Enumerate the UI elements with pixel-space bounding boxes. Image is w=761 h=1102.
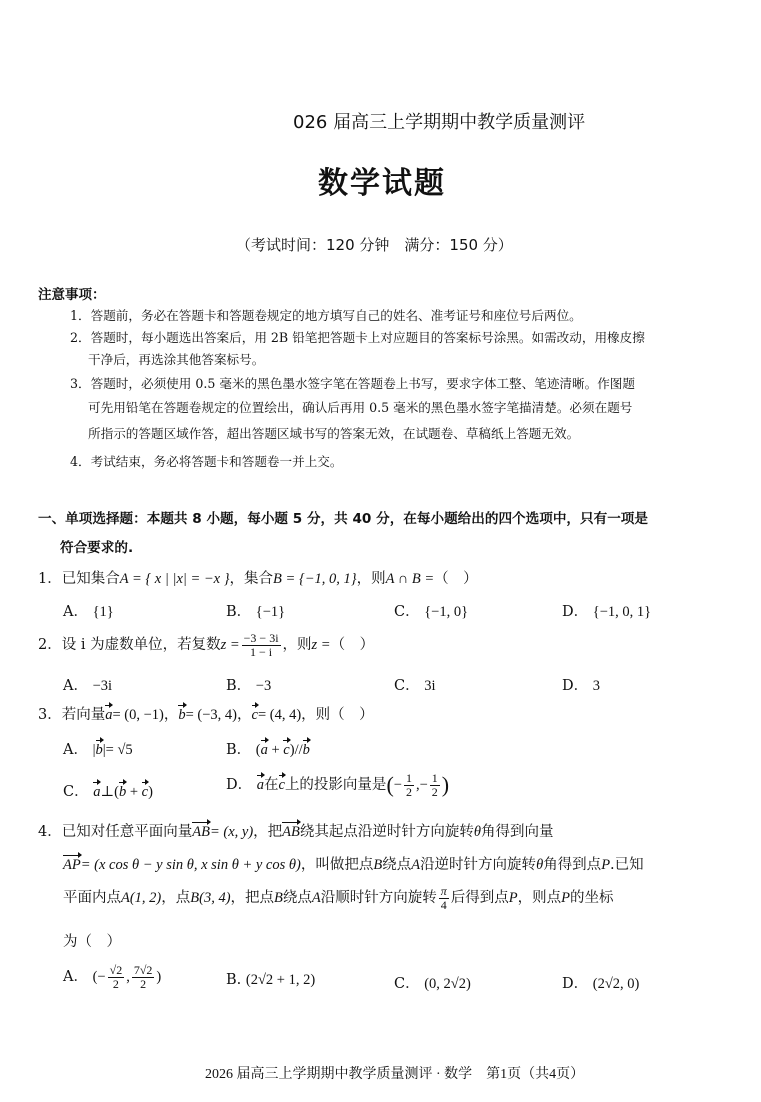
q2-option-d-label: D．: [562, 678, 589, 694]
q4-line1-d: 绕其起点沿逆时针方向旋转: [299, 824, 474, 840]
q4-line2-j: .已知: [610, 857, 644, 873]
q4-line1-b: = (x, y): [209, 824, 254, 840]
notice-line-3: 3．答题时，必须使用 0.5 毫米的黑色墨水签字笔在答题卷上书写，要求字体工整、笔迹清晰。作图题: [70, 376, 635, 391]
q4-pi-den: 4: [440, 897, 447, 912]
q3-opt-c-vec-b: b: [118, 784, 127, 800]
q4-line1-c: ，把: [253, 824, 283, 840]
q1-option-a-label: A．: [63, 604, 88, 620]
q4-opt-a-frac1-den: 2: [112, 976, 119, 991]
q4-opt-a-frac-2: [132, 964, 155, 990]
section-heading-line1: 一、单项选择题：本题共 8 小题，每小题 5 分，共 40 分，在每小题给出的四个选项中，只有一项是: [38, 511, 648, 527]
q1-stem-a: 已知集合: [61, 571, 120, 587]
q1-stem-b: ，集合: [229, 571, 274, 587]
q1-option-b[interactable]: [226, 600, 285, 621]
q1-option-b-text: {−1}: [255, 604, 286, 620]
q4-line3-m: P: [561, 890, 570, 907]
notice-line-2: 2．答题时，每小题选出答案后，用 2B 铅笔把答题卡上对应题目的答案标号涂黑。如需改动，用橡皮擦: [70, 330, 645, 345]
q1-option-c-label: C．: [394, 604, 420, 620]
q4-line2-i: P: [601, 857, 611, 873]
q4-pi-frac: [439, 885, 449, 911]
q3-stem-a: 若向量: [61, 707, 106, 723]
q1-num: 1．: [38, 571, 62, 587]
q3-option-b-label: B．: [226, 742, 252, 758]
q4-line3-i: 沿顺时针方向旋转: [320, 890, 437, 907]
notice-line-3-bold: 超出答题区域书写的答案无效，在试题卷、草稿纸上答题无效。: [226, 426, 580, 441]
q2-stem-b: ，则: [282, 637, 312, 654]
q2-fraction: [242, 632, 281, 658]
q4-line2-c: B: [373, 857, 383, 873]
q4-num: 4．: [38, 824, 62, 840]
q1-paren: （ ）: [434, 571, 478, 587]
q2-stem-a: 设 i 为虚数单位，若复数: [61, 637, 221, 654]
q3-opt-d-text-a: 在: [264, 777, 279, 794]
notice-line-3-cont2: [88, 423, 579, 442]
question-3: 3．若向量a= (0, −1)，b= (−3, 4)，c= (4, 4)，则（ ）: [38, 707, 374, 723]
question-1: [38, 567, 478, 588]
q3-vec-c: c: [251, 707, 258, 723]
q3-option-c-label: C．: [63, 784, 89, 800]
q2-z-eq: z =: [220, 637, 240, 654]
q1-option-b-label: B．: [226, 604, 252, 620]
q3-opt-a-vec-b: b: [95, 742, 103, 758]
q2-option-b-text: −3: [255, 678, 272, 694]
q1-option-a-text: {1}: [92, 604, 114, 620]
question-4-line-2: [63, 853, 644, 874]
q3-c-def: = (4, 4): [257, 707, 302, 723]
q3-opt-c-vec-c: c: [141, 784, 149, 800]
q4-option-d-label: D．: [562, 976, 589, 992]
q1-option-d[interactable]: [562, 600, 651, 621]
q2-option-a-label: A．: [63, 678, 88, 694]
q1-set-b: B = {−1, 0, 1}: [273, 571, 357, 587]
section-heading-line2: 符合要求的.: [60, 540, 134, 556]
q2-option-b[interactable]: [226, 674, 271, 695]
q4-pi-num: π: [440, 884, 447, 898]
q4-line2-g: θ: [536, 857, 544, 873]
q2-option-a-text: −3i: [92, 678, 113, 694]
q4-theta: θ: [473, 824, 481, 840]
q2-option-c[interactable]: [394, 674, 436, 695]
q4-option-a-label: A．: [63, 969, 88, 986]
q2-option-d-text: 3: [592, 678, 600, 694]
q3-opt-d-text-b: 上的投影向量是: [284, 777, 387, 794]
notice-line-2-cont: 干净后，再选涂其他答案标号。: [88, 352, 265, 367]
q4-line3-l: ，则点: [517, 890, 562, 907]
question-4-line-4: 为（ ）: [63, 934, 121, 950]
q3-proj-frac-y: [430, 772, 440, 798]
q3-proj-x-num: 1: [405, 771, 412, 785]
q2-option-c-label: C．: [394, 678, 420, 694]
q3-b-def: = (−3, 4): [185, 707, 238, 723]
q2-frac-num: −3 − 3i: [243, 631, 279, 645]
q3-option-a[interactable]: A． |b|= √5: [63, 742, 133, 758]
q4-option-c-text: (0, 2√2): [424, 976, 471, 992]
q4-line1-a: 已知对任意平面向量: [61, 824, 193, 840]
q1-option-c[interactable]: [394, 600, 468, 621]
q4-line3-k: P: [508, 890, 518, 907]
q4-line2-a: = (x cos θ − y sin θ, x sin θ + y cos θ): [80, 857, 301, 873]
q3-proj-y-num: 1: [431, 771, 438, 785]
q3-vec-a: a: [105, 707, 113, 723]
q2-frac-den: 1 − i: [250, 644, 273, 659]
page-footer: 2026 届高三上学期期中教学质量测评 · 数学 第1页（共4页）: [205, 1067, 585, 1082]
page-title: 数学试题: [318, 167, 446, 200]
q4-option-b-text: (2√2 + 1, 2): [245, 972, 316, 988]
q4-opt-a-frac2-den: 2: [140, 976, 147, 991]
q3-option-d[interactable]: D． a在c上的投影向量是(− $\frac{1}{2}$ ,− $\frac{1}{2}$ ): [226, 771, 450, 799]
q1-option-d-label: D．: [562, 604, 589, 620]
q4-vec-ab: AB: [192, 824, 210, 840]
q3-opt-b-vec-a: a: [260, 742, 268, 758]
q4-vec-ap: AP: [63, 857, 81, 873]
exam-info: （考试时间：120 分钟 满分：150 分）: [236, 236, 513, 254]
q4-option-d-text: (2√2, 0): [592, 976, 640, 992]
question-2: [38, 632, 374, 658]
question-4-line-1: [38, 820, 554, 841]
q4-line2-d: 绕点: [382, 857, 412, 873]
q3-opt-d-vec-a: a: [256, 777, 264, 794]
q3-vec-b: b: [178, 707, 186, 723]
q2-paren: （ ）: [330, 637, 375, 654]
q4-vec-ab-2: AB: [282, 824, 300, 840]
q4-option-c[interactable]: [394, 972, 471, 993]
q4-line2-h: 角得到点: [543, 857, 602, 873]
q3-opt-b-vec-c: c: [283, 742, 290, 758]
q4-line3-n: 的坐标: [569, 890, 614, 907]
question-4-line-3: [63, 885, 613, 911]
q4-line2-b: ，叫做把点: [300, 857, 374, 873]
q3-opt-c-vec-a: a: [93, 784, 101, 800]
q3-option-b[interactable]: B． (a + c)//b: [226, 742, 310, 758]
q4-line1-e: 角得到向量: [481, 824, 554, 840]
q4-line3-j: 后得到点: [450, 890, 509, 907]
q3-option-c-text: ⊥: [100, 784, 115, 800]
q1-option-a[interactable]: [63, 600, 114, 621]
q4-line3-e: ，把点: [230, 890, 275, 907]
q3-proj-frac-x: [404, 772, 414, 798]
q3-opt-b-vec-b: b: [302, 742, 310, 758]
q3-proj-y-den: 2: [431, 784, 438, 799]
q1-option-d-text: {−1, 0, 1}: [592, 604, 652, 620]
notice-line-3-cont: 可先用铅笔在答题卷规定的位置绘出，确认后再用 0.5 毫米的黑色墨水签字笔描清楚。必须在题号: [88, 400, 633, 415]
q3-option-b-text: //: [294, 742, 303, 758]
q2-z-eq2: z =: [311, 637, 331, 654]
notice-line-3-cont2-a: 所指示的答题区域作答，: [88, 426, 227, 441]
q4-point-a: A(1, 2): [121, 890, 162, 907]
q4-line2-e: A: [411, 857, 421, 873]
q3-option-a-label: A．: [63, 742, 88, 758]
notice-heading: 注意事项：: [38, 287, 106, 303]
q3-num: 3．: [38, 707, 62, 723]
q3-option-d-label: D．: [226, 777, 253, 794]
q2-option-d[interactable]: [562, 674, 600, 695]
q3-proj-x-den: 2: [405, 784, 412, 799]
q4-point-b: B(3, 4): [190, 890, 231, 907]
q3-option-c[interactable]: C． a⊥(b + c): [63, 784, 153, 800]
q1-intersect: A ∩ B =: [385, 571, 435, 587]
q4-line3-g: 绕点: [282, 890, 312, 907]
notice-line-1: 1．答题前，务必在答题卡和答题卷规定的地方填写自己的姓名、准考证号和座位号后两位。: [70, 308, 582, 323]
q4-option-b[interactable]: [226, 972, 315, 989]
q2-option-a[interactable]: [63, 674, 112, 695]
q4-opt-a-frac-1: [108, 964, 125, 990]
notice-line-4: 4．考试结束，务必将答题卡和答题卷一并上交。: [70, 454, 343, 469]
q4-line3-h: A: [311, 890, 321, 907]
q2-num: 2．: [38, 637, 62, 654]
q1-set-a: A = { x | |x| = −x }: [119, 571, 230, 587]
q4-option-d[interactable]: [562, 972, 639, 993]
q2-option-b-label: B．: [226, 678, 252, 694]
q4-opt-a-frac2-num: 7√2: [133, 963, 153, 977]
q4-opt-a-frac1-num: √2: [109, 963, 123, 977]
q4-line3-a: 平面内点: [63, 890, 121, 907]
q3-opt-d-vec-c: c: [278, 777, 285, 794]
exam-title: 026 届高三上学期期中教学质量测评: [293, 112, 586, 133]
q3-stem-b: ，则（ ）: [301, 707, 374, 723]
q4-line3-c: ，点: [161, 890, 191, 907]
q4-option-a[interactable]: A． (− $\frac{√2}{2}$ , $\frac{7√2}{2}$ ): [63, 963, 162, 991]
q4-line2-f: 沿逆时针方向旋转: [420, 857, 537, 873]
q3-option-a-text: = √5: [105, 742, 133, 758]
q1-stem-c: ，则: [356, 571, 386, 587]
q4-option-c-label: C．: [394, 976, 420, 992]
q4-line3-f: B: [274, 890, 283, 907]
q1-option-c-text: {−1, 0}: [424, 604, 469, 620]
q3-a-def: = (0, −1): [112, 707, 164, 723]
q2-option-c-text: 3i: [424, 678, 436, 694]
q4-option-b-label: B.: [226, 972, 242, 988]
